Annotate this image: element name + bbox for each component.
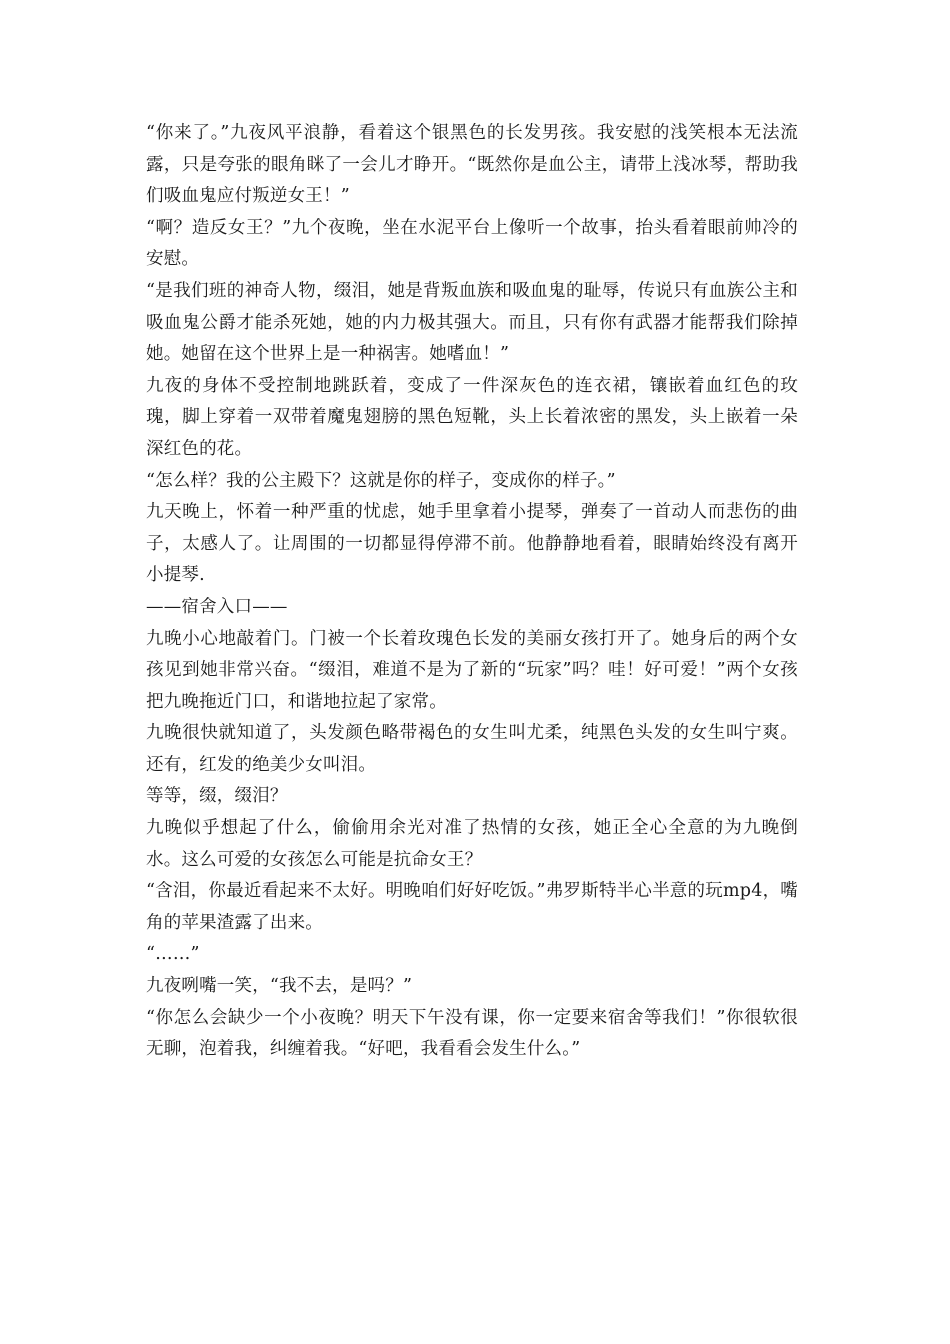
- paragraph-11: 九晚似乎想起了什么，偷偷用余光对准了热情的女孩，她正全心全意的为九晚倒水。这么可爱的女孩怎么可能是抗命女王？: [146, 818, 798, 870]
- paragraph-4: 九夜的身体不受控制地跳跃着，变成了一件深灰色的连衣裙，镶嵌着血红色的玫瑰，脚上穿着一双带着魔鬼翅膀的黑色短靴，头上长着浓密的黑发，头上嵌着一朵深红色的花。: [146, 375, 798, 459]
- story-text: [146, 118, 798, 1066]
- paragraph-9: 九晚很快就知道了，头发颜色略带褐色的女生叫尤柔，纯黑色头发的女生叫宁爽。还有，红发的绝美少女叫泪。: [146, 723, 798, 775]
- paragraph-15: “你怎么会缺少一个小夜晚？明天下午没有课，你一定要来宿舍等我们！”你很软很无聊，泡着我，纠缠着我。“好吧，我看看会发生什么。”: [146, 1007, 798, 1060]
- paragraph-14: 九夜咧嘴一笑，“我不去，是吗？”: [146, 976, 413, 997]
- section-divider: ——宿舍入口——: [146, 596, 288, 617]
- paragraph-6: 九天晚上，怀着一种严重的忧虑，她手里拿着小提琴，弹奏了一首动人而悲伤的曲子，太感人了。让周围的一切都显得停滞不前。他静静地看着，眼睛始终没有离开小提琴.: [146, 502, 798, 586]
- paragraph-2: “啊？造反女王？”九个夜晚，坐在水泥平台上像听一个故事，抬头看着眼前帅冷的安慰。: [146, 217, 798, 270]
- paragraph-10: 等等，缀，缀泪？: [146, 786, 288, 807]
- paragraph-12: “含泪，你最近看起来不太好。明晚咱们好好吃饭。”弗罗斯特半心半意的玩mp4，嘴角的苹果渣露了出来。: [146, 881, 798, 933]
- paragraph-5: “怎么样？我的公主殿下？这就是你的样子，变成你的样子。”: [146, 470, 616, 491]
- paragraph-3: “是我们班的神奇人物，缀泪，她是背叛血族和吸血鬼的耻辱，传说只有血族公主和吸血鬼公爵才能杀死她，她的内力极其强大。而且，只有你有武器才能帮我们除掉她。她留在这个世界上是一种祸害。她嗜血！”: [146, 280, 798, 365]
- paragraph-1: “你来了。”九夜风平浪静，看着这个银黑色的长发男孩。我安慰的浅笑根本无法流露，只是夸张的眼角眯了一会儿才睁开。“既然你是血公主，请带上浅冰琴，帮助我们吸血鬼应付叛逆女王！”: [146, 123, 798, 207]
- paragraph-8: 九晚小心地敲着门。门被一个长着玫瑰色长发的美丽女孩打开了。她身后的两个女孩见到她非常兴奋。“缀泪，难道不是为了新的“玩家”吗？哇！好可爱！”两个女孩把九晚拖近门口，和谐地拉起了家常。: [146, 628, 798, 712]
- paragraph-13: “……”: [146, 944, 200, 965]
